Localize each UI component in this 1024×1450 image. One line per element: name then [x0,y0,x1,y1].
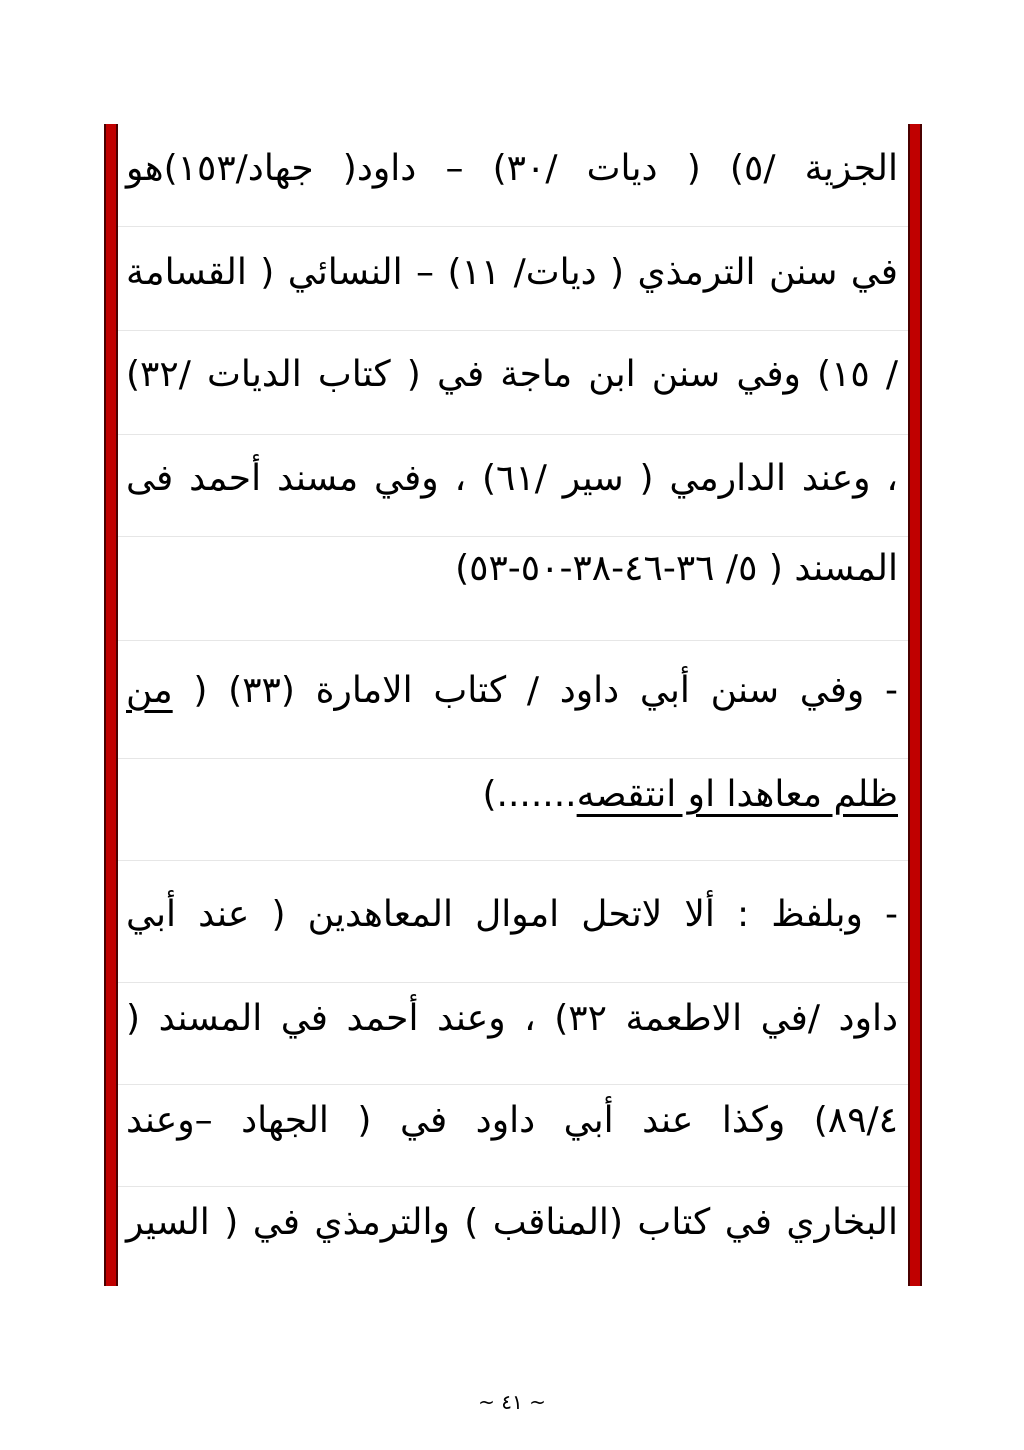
underlined-quote: من [126,670,173,711]
page-number: ~ ٤١ ~ [478,1390,546,1414]
left-border [104,124,118,1286]
text-line [126,750,898,840]
citation-text: - وفي سنن أبي داود / كتاب الامارة (٣٣) ( [193,670,898,711]
text-line: الجزية /٥) ( ديات /٣٠) – داود( جهاد/١٥٣)هو [126,148,898,189]
line-rule [118,860,908,861]
line-rule [118,226,908,227]
text-line: داود /في الاطعمة ٣٢) ، وعند أحمد في المسند ( [126,998,898,1039]
text-line: المسند ( ٥/ ٣٦-٤٦-٣٨-٥٠-٥٣) [455,548,898,589]
right-border [908,124,922,1286]
text-line: في سنن الترمذي ( ديات/ ١١) – النسائي ( القسامة [126,252,898,293]
text-line: البخاري في كتاب (المناقب ) والترمذي في ( السير [126,1202,898,1243]
text-line: - وبلفظ : ألا لاتحل اموال المعاهدين ( عند أبي [126,894,898,935]
text-line: ، وعند الدارمي ( سير /٦١) ، وفي مسند أحمد فى [126,458,898,499]
ellipsis-text: .......) [482,774,577,815]
text-line: ٨٩/٤) وكذا عند أبي داود في ( الجهاد –وعند [126,1100,898,1141]
underlined-quote: ظلم معاهدا او انتقصه [576,774,898,815]
page-frame [104,124,922,1286]
line-rule [118,640,908,641]
text-area [118,124,908,1286]
text-line: / ١٥) وفي سنن ابن ماجة في ( كتاب الديات /٣٢) [126,354,898,395]
text-line [126,646,898,736]
